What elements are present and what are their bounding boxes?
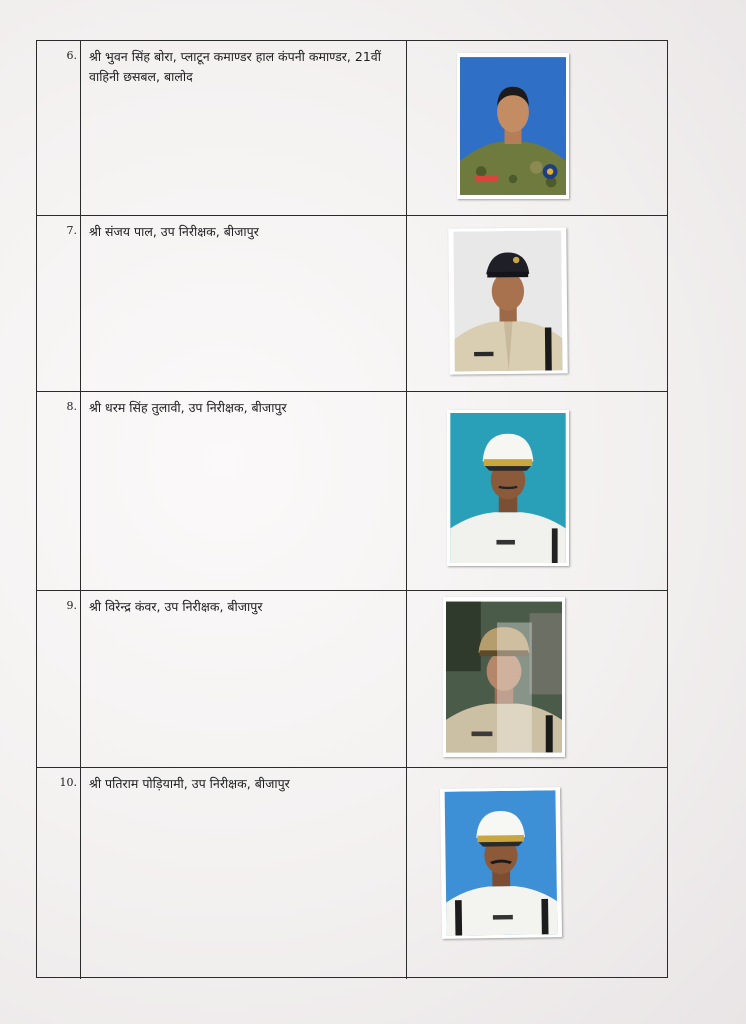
officer-name: श्री संजय पाल, उप निरीक्षक, बीजापुर bbox=[81, 216, 407, 391]
officer-photo bbox=[443, 597, 565, 757]
portrait-image bbox=[450, 413, 566, 563]
photo-cell bbox=[407, 41, 667, 215]
table-row bbox=[37, 768, 667, 979]
portrait-image bbox=[443, 790, 559, 936]
portrait-image bbox=[451, 230, 564, 371]
officer-name: श्री धरम सिंह तुलावी, उप निरीक्षक, बीजापुर bbox=[81, 392, 407, 590]
officer-name: श्री भुवन सिंह बोरा, प्लाटून कमाण्डर हाल कंपनी कमाण्डर, 21वीं वाहिनी छसबल, बालोद bbox=[81, 41, 407, 215]
portrait-image bbox=[446, 600, 562, 754]
officer-photo bbox=[457, 53, 569, 199]
serial-number: 6. bbox=[37, 41, 81, 215]
table-row bbox=[37, 392, 667, 591]
photo-cell bbox=[407, 392, 667, 590]
serial-number: 10. bbox=[37, 768, 81, 979]
table-row bbox=[37, 216, 667, 392]
officer-name: श्री पतिराम पोड़ियामी, उप निरीक्षक, बीजापुर bbox=[81, 768, 407, 979]
serial-number: 8. bbox=[37, 392, 81, 590]
portrait-image bbox=[460, 56, 566, 196]
serial-number: 9. bbox=[37, 591, 81, 767]
table-row bbox=[37, 591, 667, 768]
personnel-table bbox=[36, 40, 668, 978]
officer-name: श्री विरेन्द्र कंवर, उप निरीक्षक, बीजापुर bbox=[81, 591, 407, 767]
photo-cell bbox=[407, 591, 667, 767]
serial-number: 7. bbox=[37, 216, 81, 391]
table-row bbox=[37, 41, 667, 216]
officer-photo bbox=[440, 787, 562, 939]
photo-cell bbox=[407, 216, 667, 391]
officer-photo bbox=[447, 410, 569, 566]
officer-photo bbox=[448, 227, 568, 374]
photo-cell bbox=[407, 768, 667, 979]
